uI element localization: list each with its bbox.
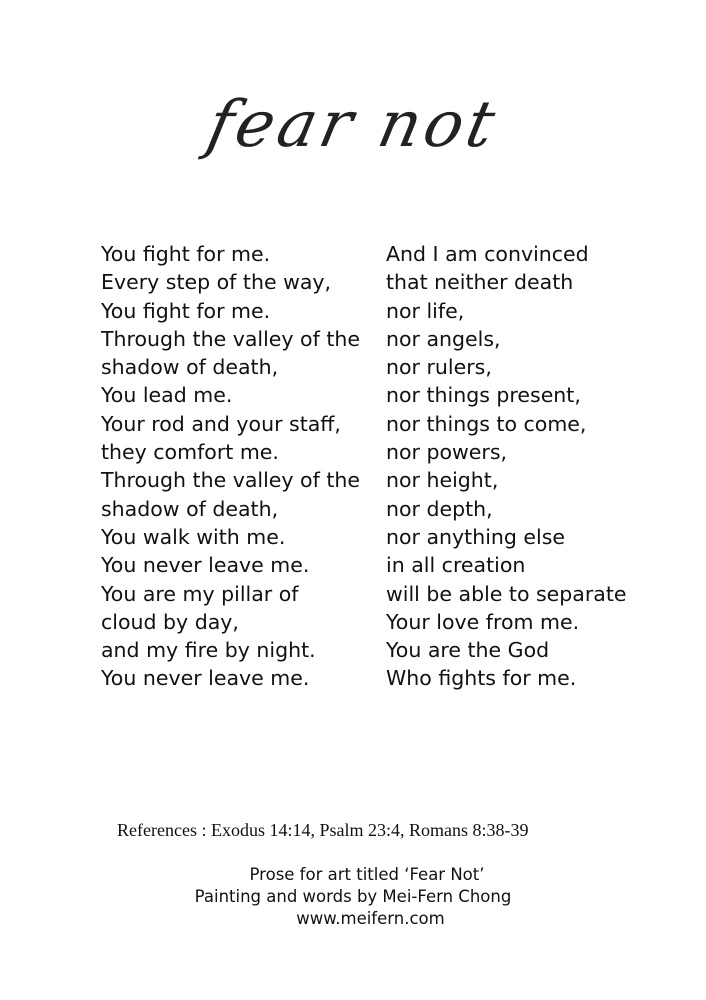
poem-line: nor depth,: [386, 496, 493, 521]
poem-line: Through the valley of the: [101, 468, 360, 493]
poem-line: cloud by day,: [101, 609, 239, 634]
credits-website: www.meifern.com: [296, 909, 445, 928]
poem-line: You fight for me.: [101, 298, 271, 323]
poem-line: You walk with me.: [101, 524, 286, 549]
poem-line: nor powers,: [386, 440, 508, 465]
poem-line: Your rod and your staff,: [101, 411, 341, 436]
poem-line: Your love from me.: [386, 609, 580, 634]
poem-right-column: [386, 240, 686, 693]
credits-author: Painting and words by Mei-Fern Chong: [194, 887, 512, 906]
poem-line: they comfort me.: [101, 440, 279, 465]
poem-line: Every step of the way,: [101, 270, 332, 295]
poem-line: You are the God: [386, 638, 550, 663]
poem-line: will be able to separate: [386, 581, 627, 606]
poem-line: nor anything else: [386, 524, 566, 549]
poem-line: Who fights for me.: [386, 666, 577, 691]
poem-line: nor life,: [386, 298, 465, 323]
poem-line: You never leave me.: [101, 666, 310, 691]
poem-line: You never leave me.: [101, 553, 310, 578]
poem-line: nor things present,: [386, 383, 581, 408]
poem-line: You are my pillar of: [101, 581, 299, 606]
poem-line: nor rulers,: [386, 355, 492, 380]
scripture-references: References : Exodus 14:14, Psalm 23:4, Romans 8:38-39: [117, 820, 529, 840]
credits-art-title: Prose for art titled ‘Fear Not’: [249, 865, 485, 884]
poem-line: And I am convinced: [386, 242, 589, 266]
poem-line: in all creation: [386, 553, 526, 578]
poem-line: You fight for me.: [101, 242, 271, 266]
poem-line: Through the valley of the: [101, 326, 360, 351]
poem-line: that neither death: [386, 270, 574, 295]
poem-line: shadow of death,: [101, 355, 279, 380]
poem-line: and my fire by night.: [101, 638, 316, 663]
poem-line: nor things to come,: [386, 411, 587, 436]
poem-left-column: [101, 240, 371, 693]
credits-block: [0, 864, 706, 930]
poem-line: You lead me.: [101, 383, 233, 408]
page-title: fear not: [201, 88, 505, 162]
poem-line: nor angels,: [386, 326, 501, 351]
poem-line: shadow of death,: [101, 496, 279, 521]
poem-line: nor height,: [386, 468, 499, 493]
